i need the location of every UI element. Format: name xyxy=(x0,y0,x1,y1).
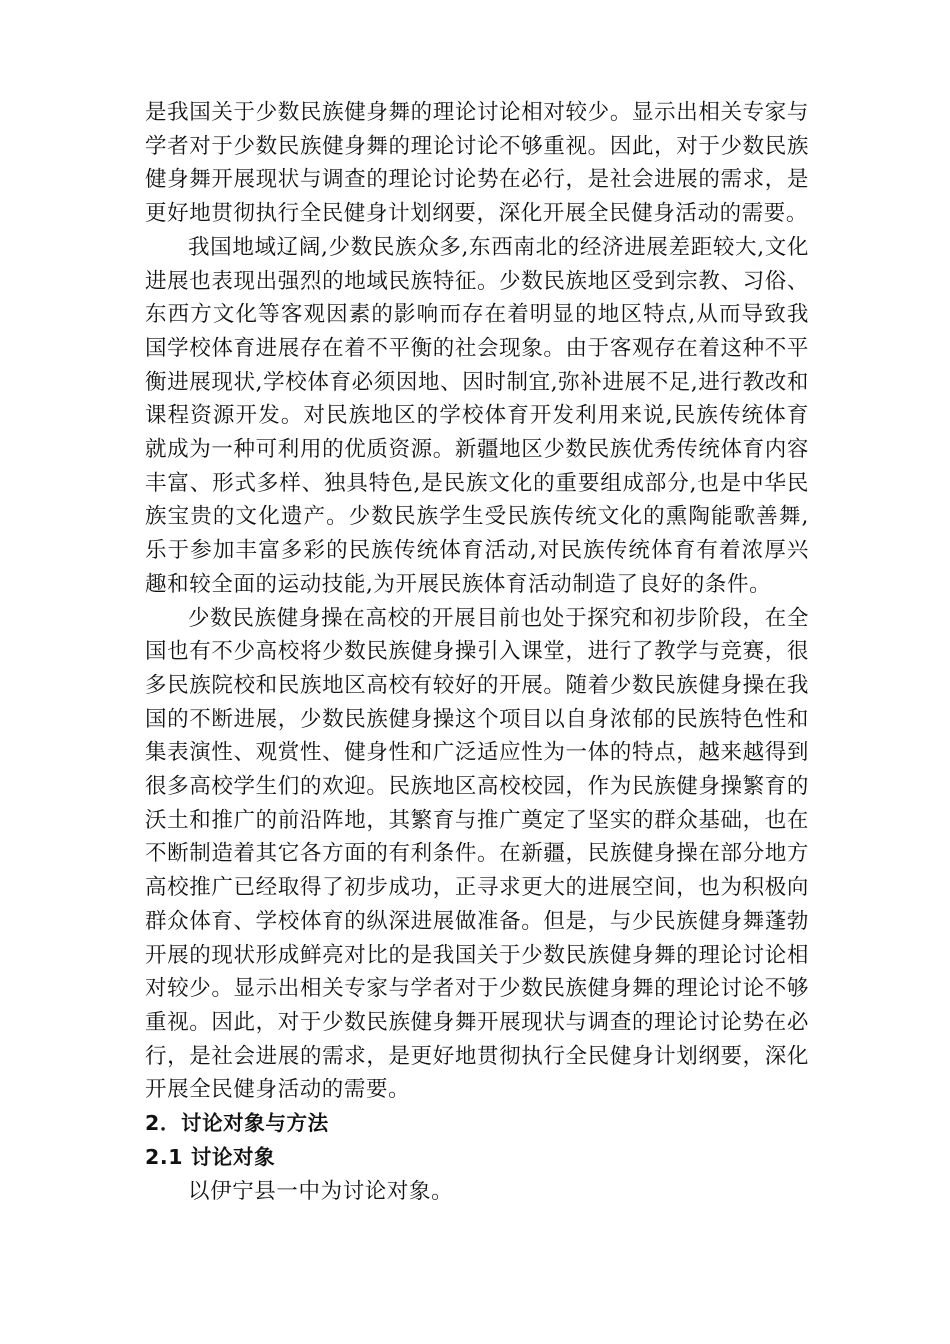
paragraph-continuation: 是我国关于少数民族健身舞的理论讨论相对较少。显示出相关专家与学者对于少数民族健身舞的理论讨论不够重视。因此，对于少数民族健身舞开展现状与调查的理论讨论势在必行，是社会进展的需求，是更好地贯彻执行全民健身计划纲要，深化开展全民健身活动的需要。 xyxy=(145,100,809,227)
paragraph-regional-background: 我国地域辽阔,少数民族众多,东西南北的经济进展差距较大,文化进展也表现出强烈的地域民族特征。少数民族地区受到宗教、习俗、东西方文化等客观因素的影响而存在着明显的地区特点,从而导致我国学校体育进展存在着不平衡的社会现象。由于客观存在着这种不平衡进展现状,学校体育必须因地、因时制宜,弥补进展不足,进行教改和课程资源开发。对民族地区的学校体育开发利用来说,民族传统体育就成为一种可利用的优质资源。新疆地区少数民族优秀传统体育内容丰富、形式多样、独具特色,是民族文化的重要组成部分,也是中华民族宝贵的文化遗产。少数民族学生受民族传统文化的熏陶能歌善舞,乐于参加丰富多彩的民族传统体育活动,对民族传统体育有着浓厚兴趣和较全面的运动技能,为开展民族体育活动制造了良好的条件。 xyxy=(145,234,809,597)
section-heading: 2．讨论对象与方法 xyxy=(145,1111,329,1136)
paragraph-university-fitness: 少数民族健身操在高校的开展目前也处于探究和初步阶段，在全国也有不少高校将少数民族健身操引入课堂，进行了教学与竞赛，很多民族院校和民族地区高校有较好的开展。随着少数民族健身操在我国的不断进展，少数民族健身操这个项目以自身浓郁的民族特色性和集表演性、观赏性、健身性和广泛适应性为一体的特点，越来越得到很多高校学生们的欢迎。民族地区高校校园，作为民族健身操繁育的沃土和推广的前沿阵地，其繁育与推广奠定了坚实的群众基础，也在不断制造着其它各方面的有利条件。在新疆，民族健身操在部分地方高校推广已经取得了初步成功，正寻求更大的进展空间，也为积极向群众体育、学校体育的纵深进展做准备。但是，与少民族健身舞蓬勃开展的现状形成鲜亮对比的是我国关于少数民族健身舞的理论讨论相对较少。显示出相关专家与学者对于少数民族健身舞的理论讨论不够重视。因此，对于少数民族健身舞开展现状与调查的理论讨论势在必行，是社会进展的需求，是更好地贯彻执行全民健身计划纲要，深化开展全民健身活动的需要。 xyxy=(145,605,809,1103)
subsection-paragraph: 以伊宁县一中为讨论对象。 xyxy=(188,1178,454,1204)
subsection-heading: 2.1 讨论对象 xyxy=(145,1144,276,1169)
document-body xyxy=(145,96,809,1208)
